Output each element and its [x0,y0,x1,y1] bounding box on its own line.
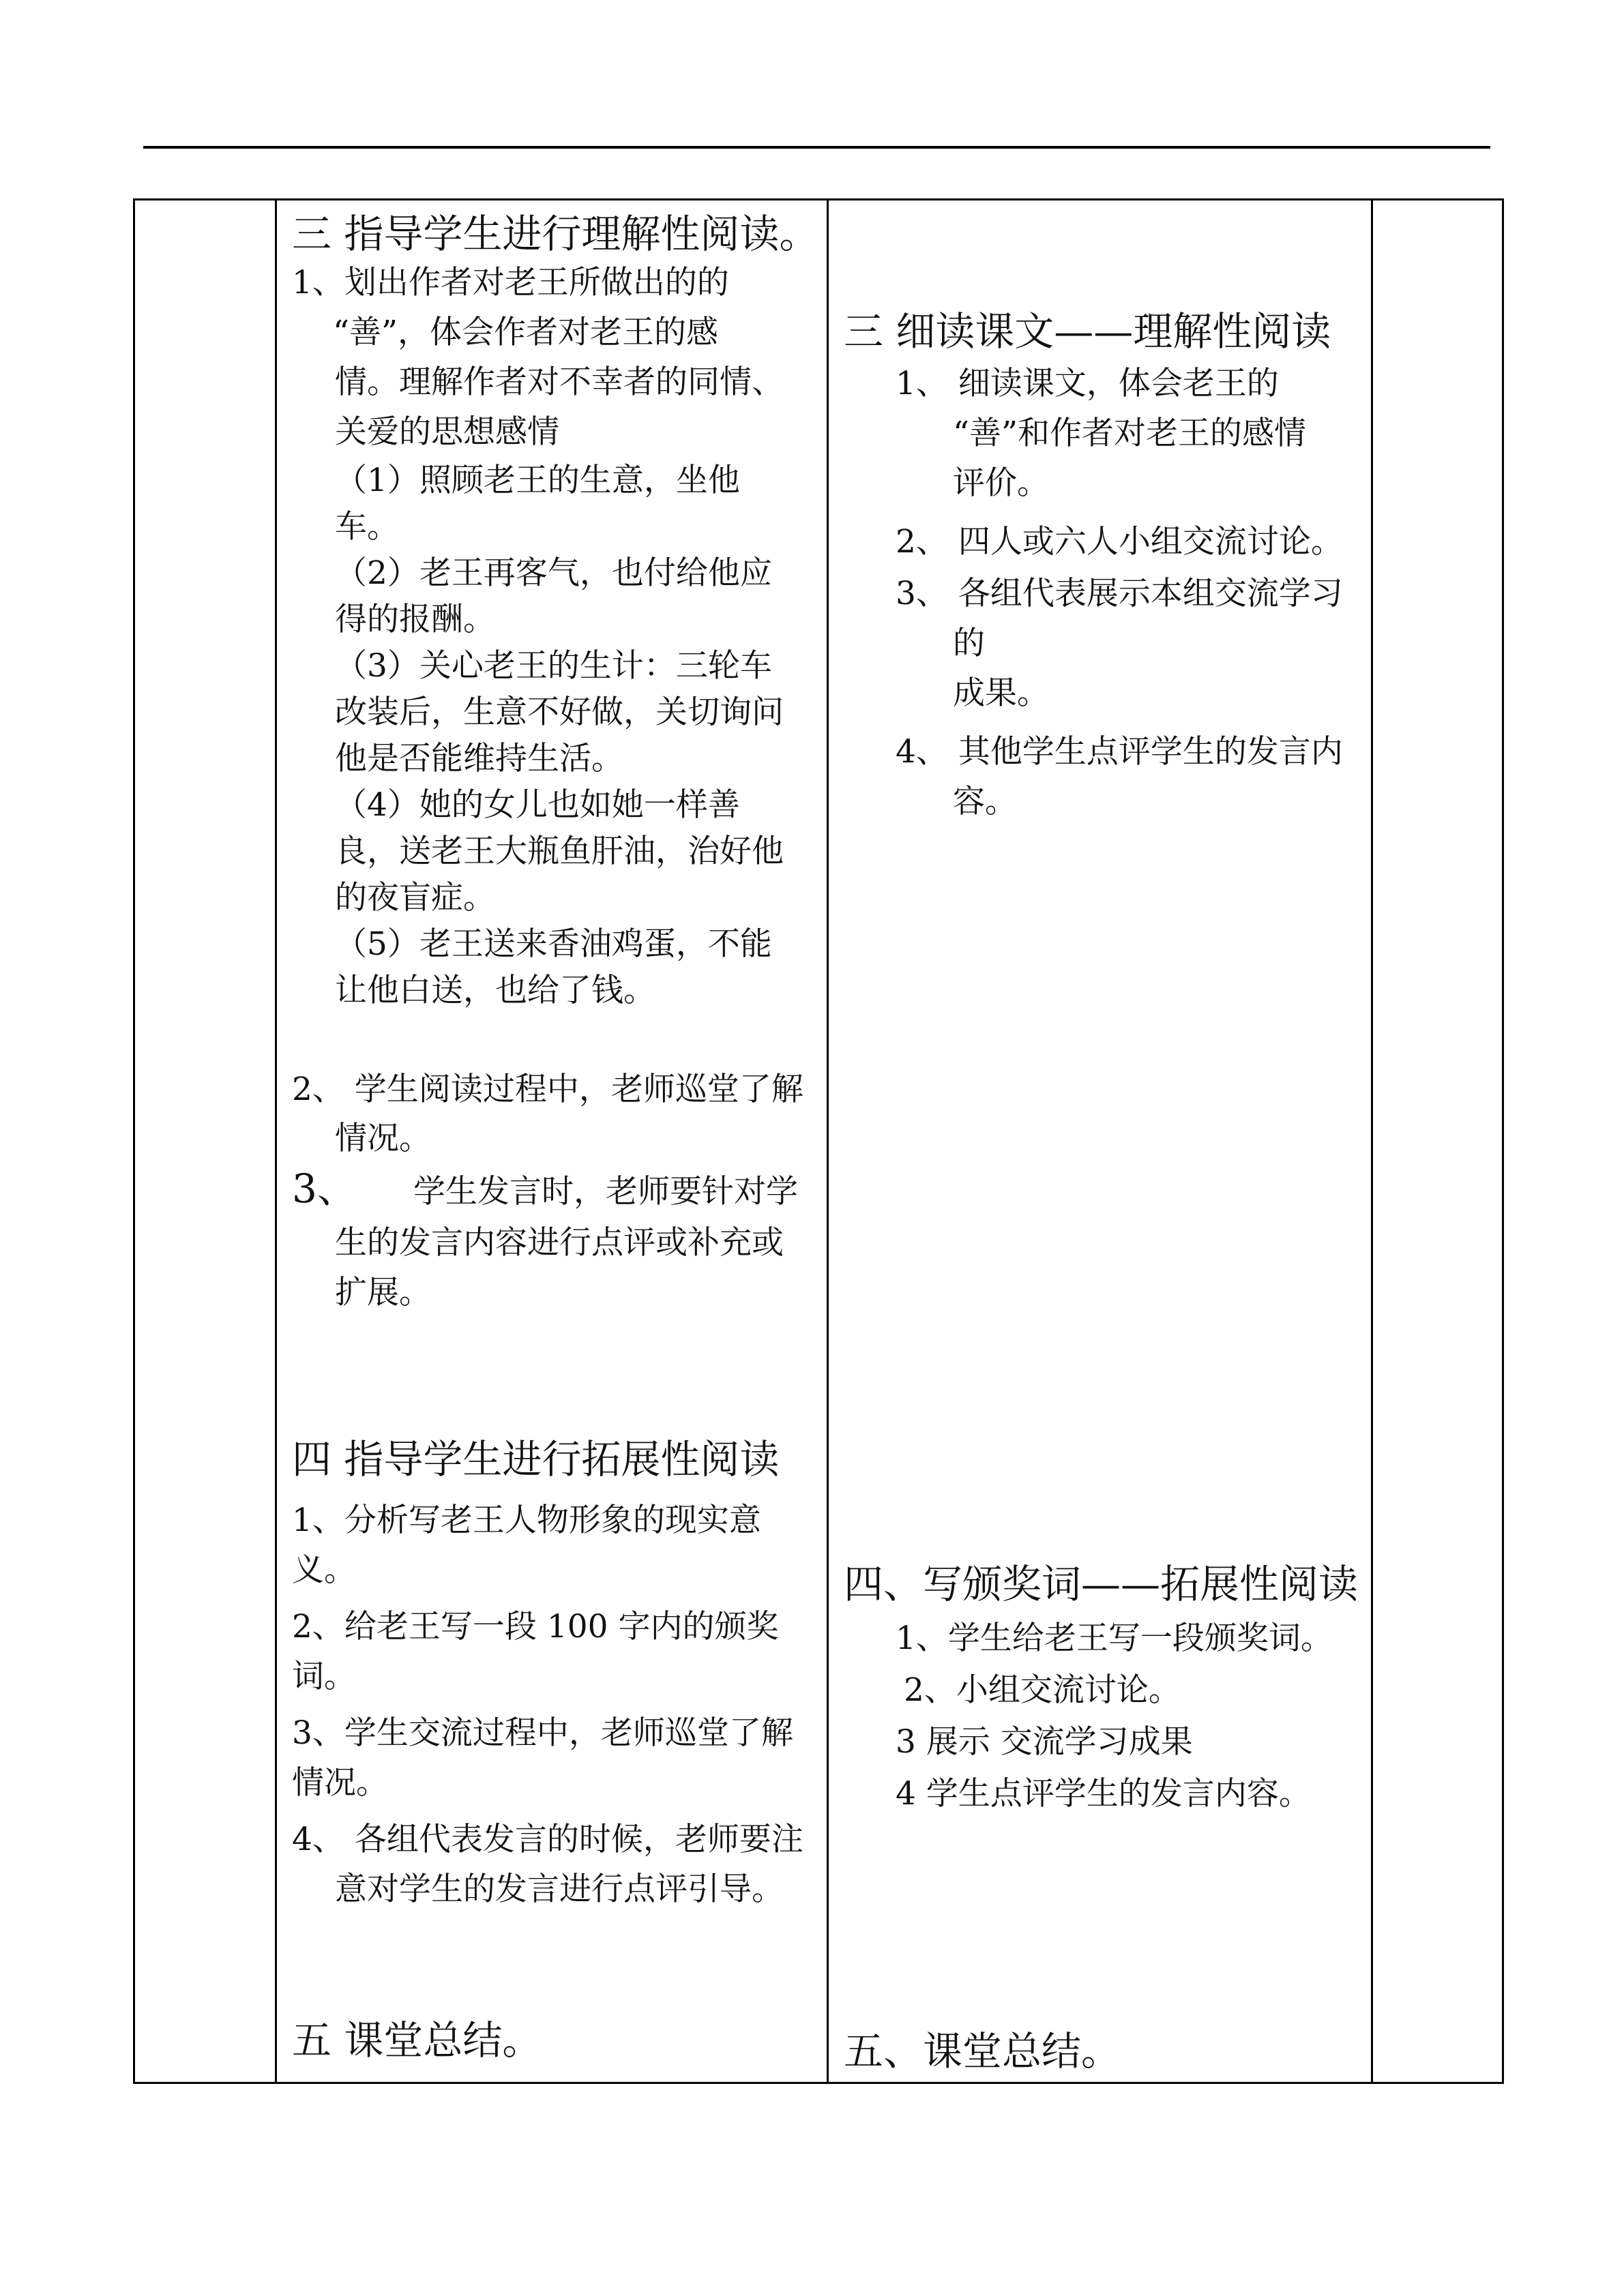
student-section3-heading: 三 细读课文——理解性阅读 [844,308,1331,355]
teacher-s4-item1-line1: 1、分析写老王人物形象的现实意 [292,1502,761,1539]
teacher-s3-sub1-line2: 车。 [335,508,399,546]
teacher-s3-sub5-line2: 让他白送，也给了钱。 [335,972,655,1009]
student-s4-item3: 3 展示 交流学习成果 [896,1723,1193,1761]
teacher-s4-item3-line2: 情况。 [292,1764,388,1802]
student-activity-cell [829,200,1371,2082]
teacher-activity-cell [277,200,827,2082]
teacher-s3-item3-line3: 扩展。 [335,1274,431,1311]
student-s4-item4: 4 学生点评学生的发言内容。 [896,1775,1311,1813]
student-s3-item3-line2: 的 [953,625,985,662]
teacher-s4-item2-line2: 词。 [292,1658,356,1695]
student-s4-item1: 1、学生给老王写一段颁奖词。 [896,1620,1333,1657]
teacher-s3-sub1-line1: （1）照顾老王的生意，坐他 [335,462,740,499]
student-s3-item4-line1: 4、 其他学生点评学生的发言内 [896,733,1343,771]
teacher-s3-sub2-line1: （2）老王再客气，也付给他应 [335,554,772,592]
student-section4-heading: 四、写颁奖词——拓展性阅读 [844,1561,1359,1607]
teacher-s3-item1-line1: 1、划出作者对老王所做出的的 [292,264,729,301]
teacher-s3-sub5-line1: （5）老王送来香油鸡蛋，不能 [335,925,772,963]
teacher-s3-item3-line2: 生的发言内容进行点评或补充或 [335,1224,784,1262]
student-s4-item2: 2、小组交流讨论。 [904,1671,1181,1709]
left-margin-cell [135,200,275,2082]
student-s3-item1-line1: 1、 细读课文，体会老王的 [896,365,1279,402]
teacher-s4-item4-line2: 意对学生的发言进行点评引导。 [335,1870,784,1908]
student-s3-item3-line3: 成果。 [953,674,1049,712]
student-s3-item2: 2、 四人或六人小组交流讨论。 [896,523,1343,561]
student-s3-item1-line3: 评价。 [953,464,1049,502]
student-s3-item1-line2: “善”和作者对老王的感情 [953,415,1307,452]
teacher-s4-item1-line2: 义。 [292,1551,356,1589]
student-section5-heading: 五、课堂总结。 [844,2028,1121,2074]
teacher-s3-sub4-line1: （4）她的女儿也如她一样善 [335,786,740,824]
teacher-s3-sub3-line1: （3）关心老王的生计：三轮车 [335,647,772,685]
teacher-s3-item1-line4: 关爱的思想感情 [335,413,559,451]
teacher-s3-item1-line2: “善”，体会作者对老王的感 [333,314,719,351]
student-s3-item4-line2: 容。 [953,783,1017,820]
teacher-s3-item2-line2: 情况。 [335,1120,431,1157]
teacher-s3-sub2-line2: 得的报酬。 [335,601,495,638]
teacher-s3-item3-line1: 学生发言时，老师要针对学 [413,1173,798,1210]
teacher-section4-heading: 四 指导学生进行拓展性阅读 [292,1436,780,1482]
lesson-table [133,198,1504,2084]
teacher-s3-sub4-line2: 良，送老王大瓶鱼肝油，治好他 [335,833,784,870]
teacher-s3-item2-line1: 2、 学生阅读过程中，老师巡堂了解 [292,1071,803,1108]
teacher-section3-heading: 三 指导学生进行理解性阅读。 [292,211,819,257]
teacher-s4-item2-line1: 2、给老王写一段 100 字内的颁奖 [292,1608,779,1645]
teacher-s3-item3-number: 3、 [292,1165,357,1212]
header-rule [143,146,1490,149]
teacher-s3-item1-line3: 情。理解作者对不幸者的同情、 [335,363,784,401]
teacher-s4-item4-line1: 4、 各组代表发言的时候，老师要注 [292,1821,803,1858]
teacher-s3-sub4-line3: 的夜盲症。 [335,879,495,916]
student-s3-item3-line1: 3、 各组代表展示本组交流学习 [896,575,1343,612]
teacher-s3-sub3-line3: 他是否能维持生活。 [335,740,623,777]
teacher-section5-heading: 五 课堂总结。 [292,2017,542,2063]
right-margin-cell [1373,200,1502,2082]
teacher-s4-item3-line1: 3、学生交流过程中，老师巡堂了解 [292,1714,793,1752]
teacher-s3-sub3-line2: 改装后，生意不好做，关切询问 [335,694,784,731]
